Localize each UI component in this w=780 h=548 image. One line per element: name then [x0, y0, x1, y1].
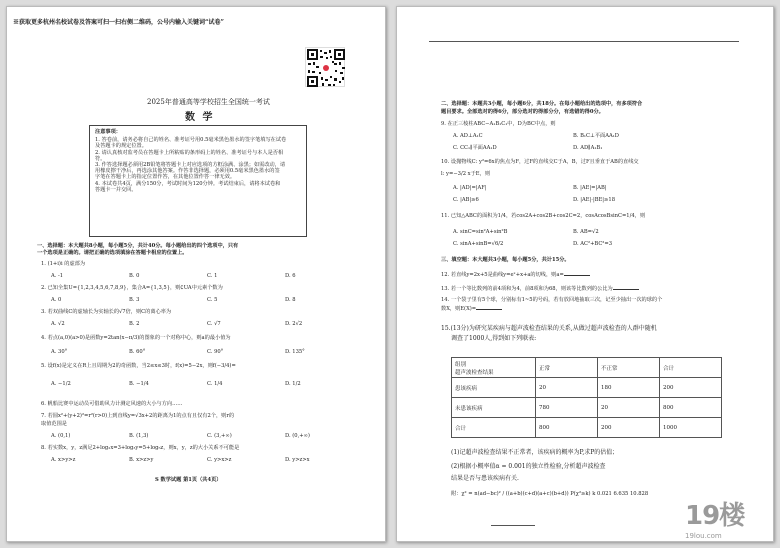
- contingency-table: [451, 357, 722, 438]
- question-14-text: 数X，则E(X)=: [441, 306, 477, 312]
- notice-line: 3. 作答选择题必须用2B铅笔将答题卡上对应选项的方框涂满、涂黑；如需改动，请: [95, 162, 286, 169]
- table-row-label: 患该疾病: [452, 378, 536, 398]
- question-10-options-ab: [453, 185, 651, 191]
- option: B. 0: [129, 273, 140, 279]
- formula-note: 附：χ² = n(ad−bc)² / ((a+b)(c+d)(a+c)(b+d)) P(χ²≥k) k 0.021 6.635 10.828: [451, 491, 649, 497]
- question-3-stem: 3. 若双曲线C的虚轴长为实轴长的√7倍，则C的离心率为: [41, 309, 172, 315]
- watermark-url: 19lou.com: [685, 532, 722, 540]
- notice-line: 用橡皮擦干净后，再选涂其他答案。作答非选择题，必须用0.5毫米黑色墨水的签: [95, 168, 280, 175]
- option: C. |AB|≥6: [453, 197, 479, 203]
- option: D. 2√2: [285, 321, 303, 327]
- question-12: [441, 271, 590, 278]
- table-row-label: 合计: [452, 418, 536, 438]
- option: D. 1/2: [285, 381, 301, 387]
- question-7-stem: 7. 若圆x²+(y+2)²=r²(r>0)上到直线y=√3x+2的距离为1的点有且仅有2个，则r的: [41, 413, 235, 419]
- question-7-stem-cont: 取值范围是: [41, 421, 67, 427]
- option: A. -1: [51, 273, 64, 279]
- option: C. sinA+sinB=√6/2: [453, 241, 504, 247]
- section2-line: 题目要求。全部选对的得6分，部分选对的得部分分，有选错的得0分。: [441, 109, 604, 115]
- table-row-label: 未患该疾病: [452, 398, 536, 418]
- option: C. y>x>z: [207, 457, 232, 463]
- question-9-stem: 9. 在正三棱柱ABC−A₁B₁C₁中，D为BC中点，则: [441, 121, 556, 127]
- question-14: [441, 305, 502, 312]
- watermark: [685, 495, 767, 540]
- question-7-options: [51, 433, 363, 439]
- question-12-text: 12. 若直线y=2x+5是曲线y=eˣ+x+a的切线，则a=: [441, 272, 564, 278]
- option: C. √7: [207, 321, 221, 327]
- table-header-group: 组别: [455, 361, 467, 368]
- option: A. −1/2: [51, 381, 71, 387]
- option: B. B₁C⊥平面AA₁D: [573, 133, 619, 139]
- notice-line: 字笔在答题卡上的指定位置作答，在其他位置作答一律无效。: [95, 174, 236, 181]
- option: C. 1/4: [207, 381, 223, 387]
- option: D. y>z>x: [285, 457, 310, 463]
- table-cell: 200: [598, 418, 660, 438]
- table-header-cell: 不正常: [598, 358, 660, 378]
- notice-line: 及答题卡的规定位置。: [95, 143, 147, 150]
- table-cell: 180: [598, 378, 660, 398]
- option: D. 8: [285, 297, 296, 303]
- option: C. CC₁∥平面AA₁D: [453, 145, 497, 151]
- table-cell: 800: [660, 398, 722, 418]
- section1-line: 一个选项是正确的。请把正确的选项填涂在答题卡相应的位置上。: [37, 250, 188, 256]
- option: D. AC²+BC²=3: [573, 241, 613, 247]
- question-11-options-ab: [453, 229, 651, 235]
- exam-title: 2025年普通高等学校招生全国统一考试: [147, 98, 270, 106]
- option: C. 90°: [207, 349, 224, 355]
- question-5-options: [51, 381, 363, 387]
- question-13: [441, 285, 639, 292]
- option: B. (1,3): [129, 433, 149, 439]
- answer-blank: [613, 285, 639, 290]
- notice-line: 答题卡一并交回。: [95, 186, 137, 193]
- section3-title: 三、填空题：本大题共3小题，每小题5分，共计15分。: [441, 257, 570, 263]
- option: A. |AD|=|AF|: [453, 185, 487, 191]
- table-row: [452, 398, 722, 418]
- question-11-stem: 11. 已知△ABC的面积为1/4，若cos2A+cos2B+cos2C=2，cosAcosBsinC=1/4，则: [441, 213, 646, 219]
- section1-line: 一、选择题：本大题共8小题，每小题5分，共计40分。每小题给出的四个选项中，只有: [37, 243, 239, 249]
- question-10-stem: 10. 设抛物线C: y²=6x的焦点为F，过F的直线交C于A，B，过F且垂直于AB的直线交: [441, 159, 639, 165]
- table-cell: 20: [536, 378, 598, 398]
- section2-line: 二、选择题：本题共3小题，每小题6分，共18分。在每小题给出的选项中，有多项符合: [441, 101, 643, 107]
- table-row: [452, 418, 722, 438]
- notice-line: 符。: [95, 155, 106, 162]
- table-header-cell: 正常: [536, 358, 598, 378]
- option: D. 6: [285, 273, 296, 279]
- option: A. AD⊥A₁C: [453, 133, 483, 139]
- question-15-part: (2)根据小概率值α = 0.001的独立性检验,分析超声波检查: [451, 463, 606, 470]
- option: B. 2: [129, 321, 140, 327]
- question-2-stem: 2. 已知全集U={1,2,3,4,5,6,7,8,9}，集合A={1,3,5}，则∁UA中元素个数为: [41, 285, 223, 291]
- table-cell: 800: [536, 418, 598, 438]
- option: D. AD∥A₁B₁: [573, 145, 603, 151]
- notice-line: 1. 答卷前，请务必将自己的姓名、准考证号用0.5毫米黑色墨水的签字笔填写在试卷: [95, 137, 287, 144]
- option: B. AB=√2: [573, 229, 599, 235]
- option: A. (0,1): [51, 433, 71, 439]
- option: D. |AE|·|BE|≥18: [573, 197, 615, 203]
- question-6-stem: 6. 帆船比赛中运动员可借助风力计测定风速的大小与方向……: [41, 401, 183, 407]
- page-footer: S 数学试题 第1页（共4页）: [155, 477, 222, 483]
- table-header-cell: 合计: [660, 358, 722, 378]
- question-13-text: 13. 若一个等比数列的前4项和为4，前8项和为68，则该等比数列的公比为: [441, 286, 613, 292]
- notice-title: 注意事项：: [95, 129, 121, 135]
- notice-line: 2. 请认真核对监考员在答题卡上所粘贴的条形码上的姓名、准考证号与本人是否相: [95, 149, 284, 156]
- table-header-result: 超声波检查结果: [455, 369, 494, 376]
- option: D. (0,+∞): [285, 433, 310, 439]
- watermark-logo: 19楼: [685, 501, 745, 531]
- option: C. (3,+∞): [207, 433, 232, 439]
- table-row: [452, 378, 722, 398]
- option: B. 60°: [129, 349, 146, 355]
- option: B. −1/4: [129, 381, 149, 387]
- option: B. 3: [129, 297, 140, 303]
- option: B. x>z>y: [129, 457, 154, 463]
- question-3-options: [51, 321, 363, 327]
- option: A. 0: [51, 297, 62, 303]
- subject-title: 数 学: [185, 112, 215, 123]
- question-14-line1: 14. 一个袋子里有5个球，分别标有1~5的号码，若有放回地抽取三次，记至少抽出一次的球的个: [441, 297, 663, 303]
- table-header-cell: [452, 358, 536, 378]
- question-15-line: 15.(13分)为研究某疾病与超声波检查结果的关系,从做过超声波检查的人群中随机: [441, 325, 657, 332]
- option: A. √2: [51, 321, 65, 327]
- notice-line: 4. 本试卷共4页，满分150分，考试时间为120分钟。考试结束后，请将本试卷和: [95, 180, 281, 187]
- table-cell: 780: [536, 398, 598, 418]
- question-9-options-ab: [453, 133, 651, 139]
- table-cell: 20: [598, 398, 660, 418]
- notice-box: [89, 125, 307, 237]
- question-15-part: (1)记超声波检查结果不正常者，该疾病的概率为P,求P的估值；: [451, 449, 619, 456]
- question-15-line: 调查了1000人,得到如下列联表:: [451, 335, 537, 342]
- question-2-options: [51, 297, 363, 303]
- question-8-stem: 8. 若实数x，y，z满足2+log₂x=3+log₃y=5+log₅z，则x，y，z的大小关系不可能是: [41, 445, 240, 451]
- option: D. 135°: [285, 349, 305, 355]
- option: C. 5: [207, 297, 218, 303]
- header-note: ※获取更多杭州名校试卷及答案可扫一扫右侧二维码，公号内输入关键词“试卷”: [13, 19, 224, 26]
- exam-page-2: [396, 6, 774, 542]
- question-5-stem: 5. 设f(x)是定义在R上且周期为2的奇函数，当2≤x≤3时，f(x)=5−2x，则f(−3/4)=: [41, 363, 236, 369]
- question-4-stem: 4. 若点(a,0)(a>0)是函数y=2tan(x−π/3)的图象的一个对称中心，则a的最小值为: [41, 335, 231, 341]
- option: A. x>y>z: [51, 457, 76, 463]
- option: B. |AE|=|AB|: [573, 185, 607, 191]
- question-4-options: [51, 349, 363, 355]
- question-15-part: 结果是否与患该疾病有关.: [451, 475, 519, 482]
- question-9-options-cd: [453, 145, 651, 151]
- table-cell: 200: [660, 378, 722, 398]
- option: A. sinC=sin²A+sin²B: [453, 229, 508, 235]
- table-header-row: [452, 358, 722, 378]
- answer-blank: [476, 305, 502, 310]
- top-rule: [429, 41, 739, 42]
- question-10-options-cd: [453, 197, 651, 203]
- question-8-options: [51, 457, 363, 463]
- question-1-stem: 1. (1+i)i 的虚部为: [41, 261, 86, 267]
- exam-page-1: [6, 6, 386, 542]
- option: C. 1: [207, 273, 218, 279]
- table-cell: 1000: [660, 418, 722, 438]
- option: A. 30°: [51, 349, 68, 355]
- answer-blank: [564, 271, 590, 276]
- bottom-rule: [491, 525, 535, 526]
- qr-code: [305, 47, 345, 87]
- question-1-options: [51, 273, 363, 279]
- question-11-options-cd: [453, 241, 651, 247]
- question-10-stem-cont: l: y=−3/2 x于E，则: [441, 171, 490, 177]
